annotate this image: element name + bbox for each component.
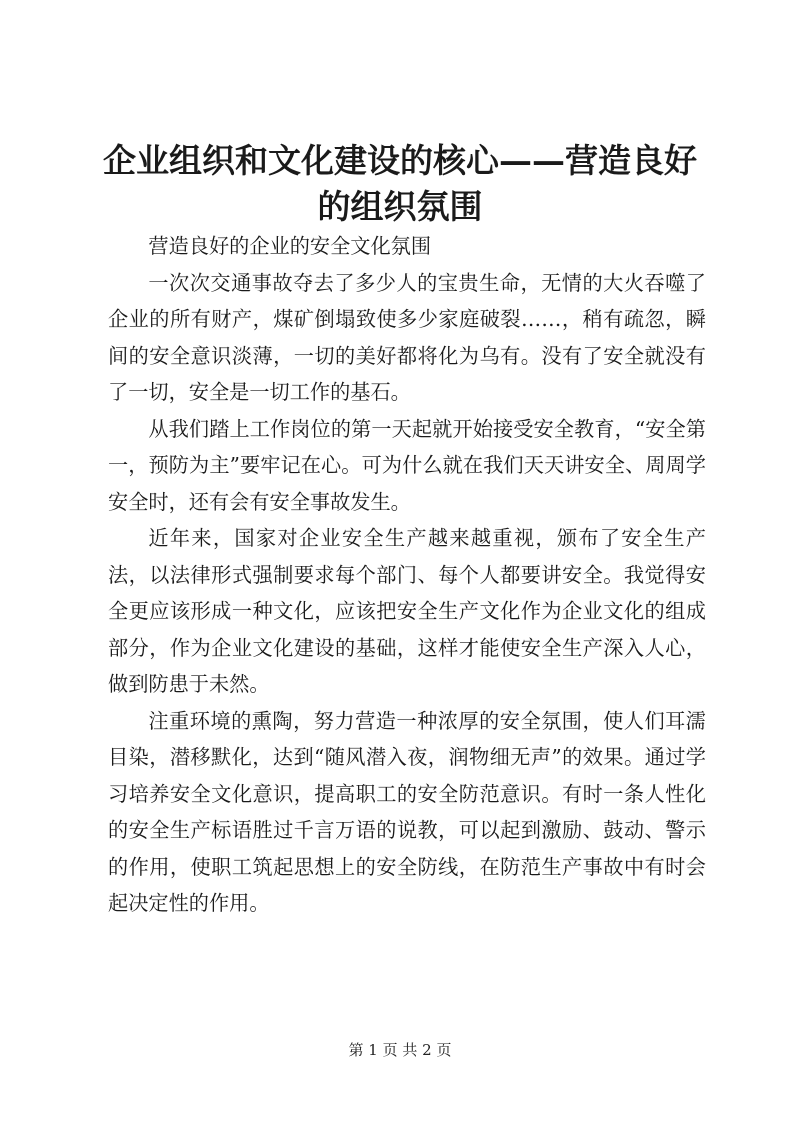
document-body	[108, 228, 706, 922]
paragraph-subtitle: 营造良好的企业的安全文化氛围	[148, 234, 432, 258]
paragraph: 从我们踏上工作岗位的第一天起就开始接受安全教育，“安全第一，预防为主”要牢记在心。可为什么就在我们天天讲安全、周周学安全时，还有会有安全事故发生。	[108, 416, 706, 514]
paragraph: 注重环境的熏陶，努力营造一种浓厚的安全氛围，使人们耳濡目染，潜移默化，达到“随风潜入夜，润物细无声”的效果。通过学习培养安全文化意识，提高职工的安全防范意识。有时一条人性化的安全生产标语胜过千言万语的说教，可以起到激励、鼓动、警示的作用，使职工筑起思想上的安全防线，在防范生产事故中有时会起决定性的作用。	[108, 708, 706, 915]
paragraph: 一次次交通事故夺去了多少人的宝贵生命，无情的大火吞噬了企业的所有财产，煤矿倒塌致使多少家庭破裂……，稍有疏忽，瞬间的安全意识淡薄，一切的美好都将化为乌有。没有了安全就没有了一切，安全是一切工作的基石。	[108, 270, 706, 404]
paragraph: 近年来，国家对企业安全生产越来越重视，颁布了安全生产法，以法律形式强制要求每个部门、每个人都要讲安全。我觉得安全更应该形成一种文化，应该把安全生产文化作为企业文化的组成部分，作为企业文化建设的基础，这样才能使安全生产深入人心，做到防患于未然。	[108, 526, 706, 696]
page-number-footer: 第 1 页 共 2 页	[348, 1041, 452, 1059]
document-title: 企业组织和文化建设的核心——营造良好的组织氛围	[103, 141, 697, 226]
